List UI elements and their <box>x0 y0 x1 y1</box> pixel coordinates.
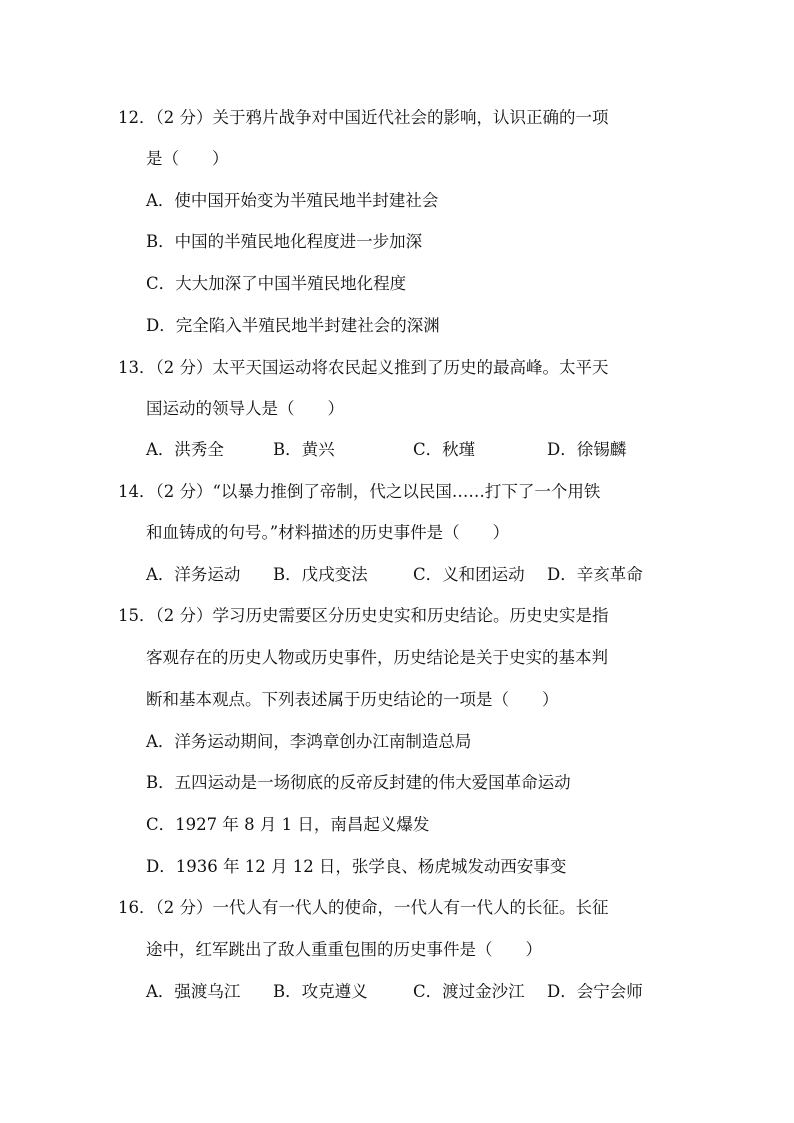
question-12-stem-line-2: 是（ ） <box>146 149 229 168</box>
question-16-option-d: D．会宁会师 <box>547 982 643 1001</box>
question-16-option-c: C．渡过金沙江 <box>413 982 525 1001</box>
question-12-option-c: C．大大加深了中国半殖民地化程度 <box>146 274 407 293</box>
question-15-option-b: B．五四运动是一场彻底的反帝反封建的伟大爱国革命运动 <box>146 773 571 792</box>
question-16-stem-line-2: 途中，红军跳出了敌人重重包围的历史事件是（ ） <box>146 940 542 959</box>
question-13-option-a: A．洪秀全 <box>146 440 224 459</box>
question-15-stem-line-1: 15．（2 分）学习历史需要区分历史史实和历史结论。历史史实是指 <box>118 606 609 625</box>
question-14-option-d: D．辛亥革命 <box>547 565 643 584</box>
question-15-option-c: C．1927 年 8 月 1 日，南昌起义爆发 <box>146 815 430 834</box>
question-15-stem-line-3: 断和基本观点。下列表述属于历史结论的一项是（ ） <box>146 690 559 709</box>
question-14-option-a: A．洋务运动 <box>146 565 241 584</box>
question-15-option-a: A．洋务运动期间，李鸿章创办江南制造总局 <box>146 732 472 751</box>
question-12-stem-line-1: 12．（2 分）关于鸦片战争对中国近代社会的影响，认识正确的一项 <box>118 108 609 127</box>
question-14-option-c: C．义和团运动 <box>413 565 525 584</box>
question-12-option-b: B．中国的半殖民地化程度进一步加深 <box>146 232 423 251</box>
question-15-option-d: D．1936 年 12 月 12 日，张学良、杨虎城发动西安事变 <box>146 857 567 876</box>
question-16-option-a: A．强渡乌江 <box>146 982 241 1001</box>
question-13-option-b: B．黄兴 <box>273 440 335 459</box>
question-13-stem-line-2: 国运动的领导人是（ ） <box>146 399 344 418</box>
question-13-option-d: D．徐锡麟 <box>547 440 627 459</box>
question-15-stem-line-2: 客观存在的历史人物或历史事件，历史结论是关于史实的基本判 <box>146 648 608 667</box>
question-12-option-d: D．完全陷入半殖民地半封建社会的深渊 <box>146 316 440 335</box>
question-13-option-c: C．秋瑾 <box>413 440 476 459</box>
question-16-option-b: B．攻克遵义 <box>273 982 368 1001</box>
question-14-stem-line-1: 14．（2 分）“以暴力推倒了帝制，代之以民国……打下了一个用铁 <box>118 482 601 501</box>
question-14-stem-line-2: 和血铸成的句号。”材料描述的历史事件是（ ） <box>146 523 510 542</box>
question-14-option-b: B．戊戌变法 <box>273 565 368 584</box>
question-16-stem-line-1: 16．（2 分）一代人有一代人的使命，一代人有一代人的长征。长征 <box>118 898 609 917</box>
question-13-stem-line-1: 13．（2 分）太平天国运动将农民起义推到了历史的最高峰。太平天 <box>118 358 609 377</box>
question-12-option-a: A．使中国开始变为半殖民地半封建社会 <box>146 191 439 210</box>
